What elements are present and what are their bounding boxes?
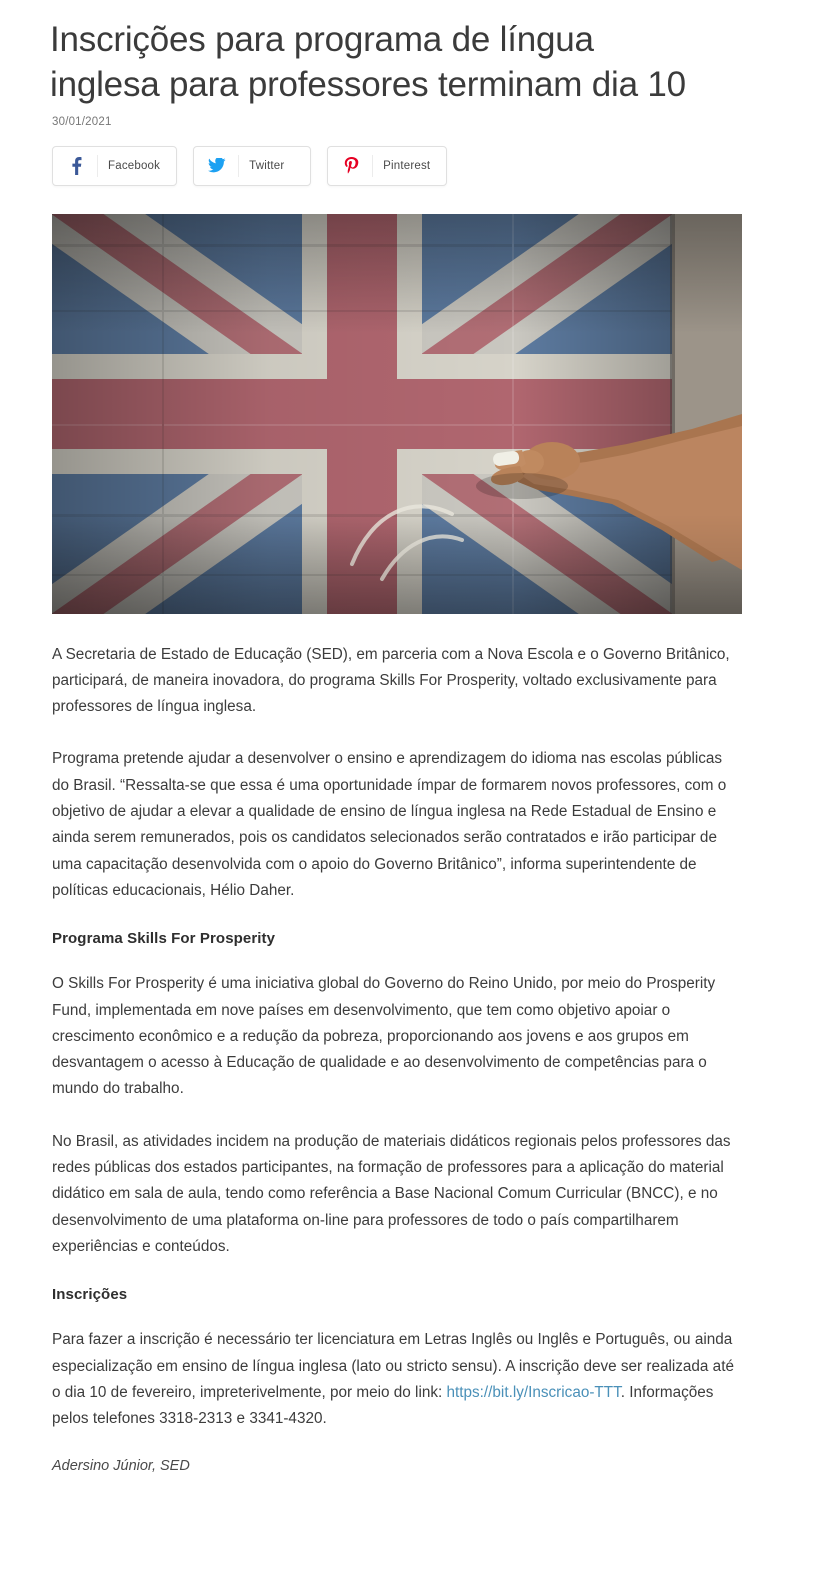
pinterest-icon bbox=[340, 155, 373, 177]
section-heading-skills-for-prosperity: Programa Skills For Prosperity bbox=[52, 930, 276, 948]
publish-date: 30/01/2021 bbox=[52, 115, 112, 128]
share-pinterest-label: Pinterest bbox=[383, 159, 431, 172]
page-title: Inscrições para programa de língua inglesa para professores terminam dia 10 bbox=[50, 20, 686, 104]
article-hero-image bbox=[52, 214, 742, 614]
paragraph-program-detail: Programa pretende ajudar a desenvolver o ensino e aprendizagem do idioma nas escolas públicas do Brasil. “Ressalta-se que essa é uma oportunidade ímpar de formarem novos professores, com o objetivo de ajudar a elevar a qualidade de ensino de língua inglesa na Rede Estadual de Ensino e ainda serem remunerados, pois os candidatos selecionados serão contratados e irão participar de uma capacitação desenvolvida com o apoio do Governo Britânico”, informa superintendente de políticas educacionais, Hélio Daher. bbox=[52, 750, 727, 899]
section-heading-inscricoes: Inscrições bbox=[52, 1286, 128, 1304]
registration-link[interactable]: https://bit.ly/Inscricao-TTT bbox=[446, 1383, 621, 1401]
registration-text-after-link: . Informações pelos telefones 3318-2313 e 3341-4320. bbox=[52, 1383, 714, 1428]
registration-text-before-link: Para fazer a inscrição é necessário ter licenciatura em Letras Inglês ou Inglês e Português, ou ainda especialização em ensino de língua inglesa (lato ou stricto sensu). A inscrição deve ser realizada até o dia 10 de fevereiro, impreterivelmente, por meio do link: bbox=[52, 1331, 734, 1401]
share-twitter-button[interactable] bbox=[193, 146, 311, 186]
twitter-icon bbox=[206, 155, 239, 177]
paragraph-brazil-activities: No Brasil, as atividades incidem na produção de materiais didáticos regionais pelos professores das redes públicas dos estados participantes, na formação de professores para a aplicação do material didático em sala de aula, tendo como referência a Base Nacional Comum Curricular (BNCC), e no desenvolvimento de uma plataforma on-line para professores de todo o país compartilharem experiências e conteúdos. bbox=[52, 1132, 731, 1255]
share-facebook-label: Facebook bbox=[108, 159, 161, 172]
paragraph-registration bbox=[52, 1327, 740, 1432]
share-buttons bbox=[52, 146, 772, 186]
share-pinterest-button[interactable] bbox=[327, 146, 447, 186]
paragraph-intro: A Secretaria de Estado de Educação (SED), em parceria com a Nova Escola e o Governo Britânico, participará, de maneira inovadora, do programa Skills For Prosperity, voltado exclusivamente para professores de língua inglesa. bbox=[52, 645, 730, 716]
article-signature: Adersino Júnior, SED bbox=[52, 1458, 190, 1475]
share-facebook-button[interactable] bbox=[52, 146, 177, 186]
paragraph-global-initiative: O Skills For Prosperity é uma iniciativa global do Governo do Reino Unido, por meio do Prosperity Fund, implementada em nove países em desenvolvimento, que tem como objetivo apoiar o crescimento econômico e a redução da pobreza, proporcionando aos jovens e aos grupos em desvantagem o acesso à Educação de qualidade e ao desenvolvimento de competências para o mundo do trabalho. bbox=[52, 975, 716, 1098]
share-twitter-label: Twitter bbox=[249, 159, 285, 172]
facebook-icon bbox=[65, 155, 98, 177]
